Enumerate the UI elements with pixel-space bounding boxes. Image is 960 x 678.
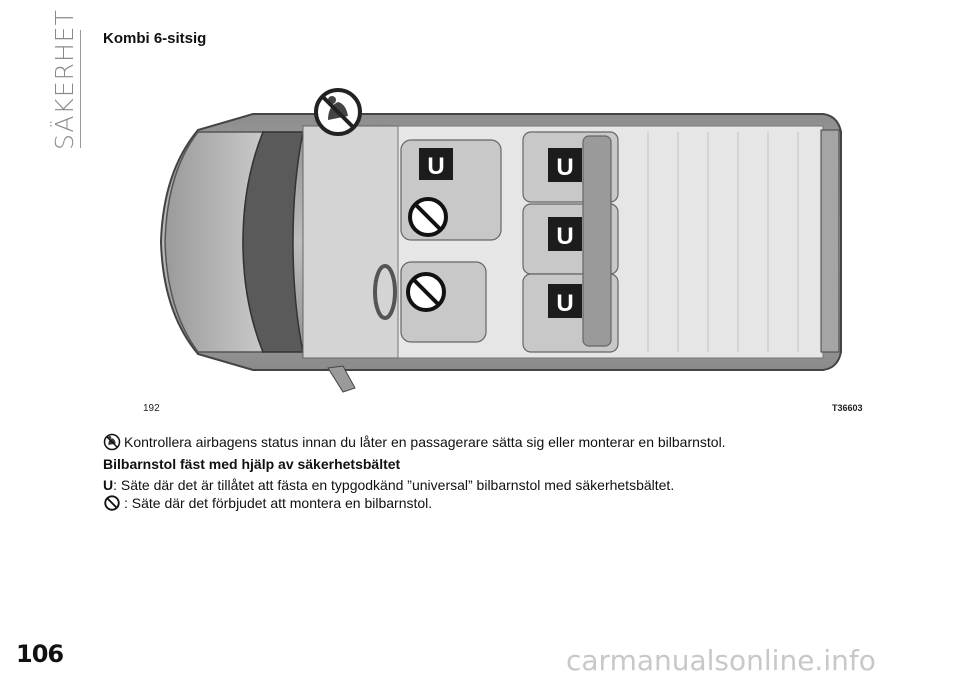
legend-u-key: U (103, 477, 114, 493)
legend-prohibited (103, 494, 432, 512)
page-heading: Kombi 6-sitsig (103, 30, 207, 47)
legend-prohibited-text: : Säte där det förbjudet att montera en bilbarnstol. (124, 495, 433, 511)
seat-u-label: U (556, 290, 574, 317)
airbag-note-text: Kontrollera airbagens status innan du låter en passagerare sätta sig eller monterar en bilbarnstol. (124, 434, 726, 450)
seat-u-mark (548, 148, 582, 182)
prohibited-icon (408, 274, 444, 310)
prohibited-icon (103, 494, 121, 512)
figure-code: T36603 (832, 403, 863, 413)
seat-u-mark (548, 217, 582, 251)
watermark: carmanualsonline.info (566, 644, 876, 677)
seat-u-label: U (427, 153, 445, 180)
airbag-warning-icon (103, 433, 121, 451)
seat-u-label: U (556, 223, 574, 250)
seat-u-label: U (556, 154, 574, 181)
legend-u-text: : Säte där det är tillåtet att fästa en typgodkänd ”universal” bilbarnstol med säkerhetsbältet. (113, 477, 675, 493)
figure-number: 192 (143, 403, 160, 414)
airbag-warning-icon (316, 90, 360, 134)
prohibited-icon (410, 199, 446, 235)
seat-u-mark (548, 284, 582, 318)
van-body (161, 92, 841, 392)
vehicle-seating-figure (103, 52, 873, 417)
legend-universal (103, 476, 674, 494)
subheading: Bilbarnstol fäst med hjälp av säkerhetsbältet (103, 456, 401, 472)
section-title: SÄKERHET (50, 9, 79, 150)
airbag-note (103, 433, 726, 451)
section-divider (80, 30, 81, 148)
seat-u-mark (419, 148, 453, 180)
page-number: 106 (16, 640, 64, 668)
